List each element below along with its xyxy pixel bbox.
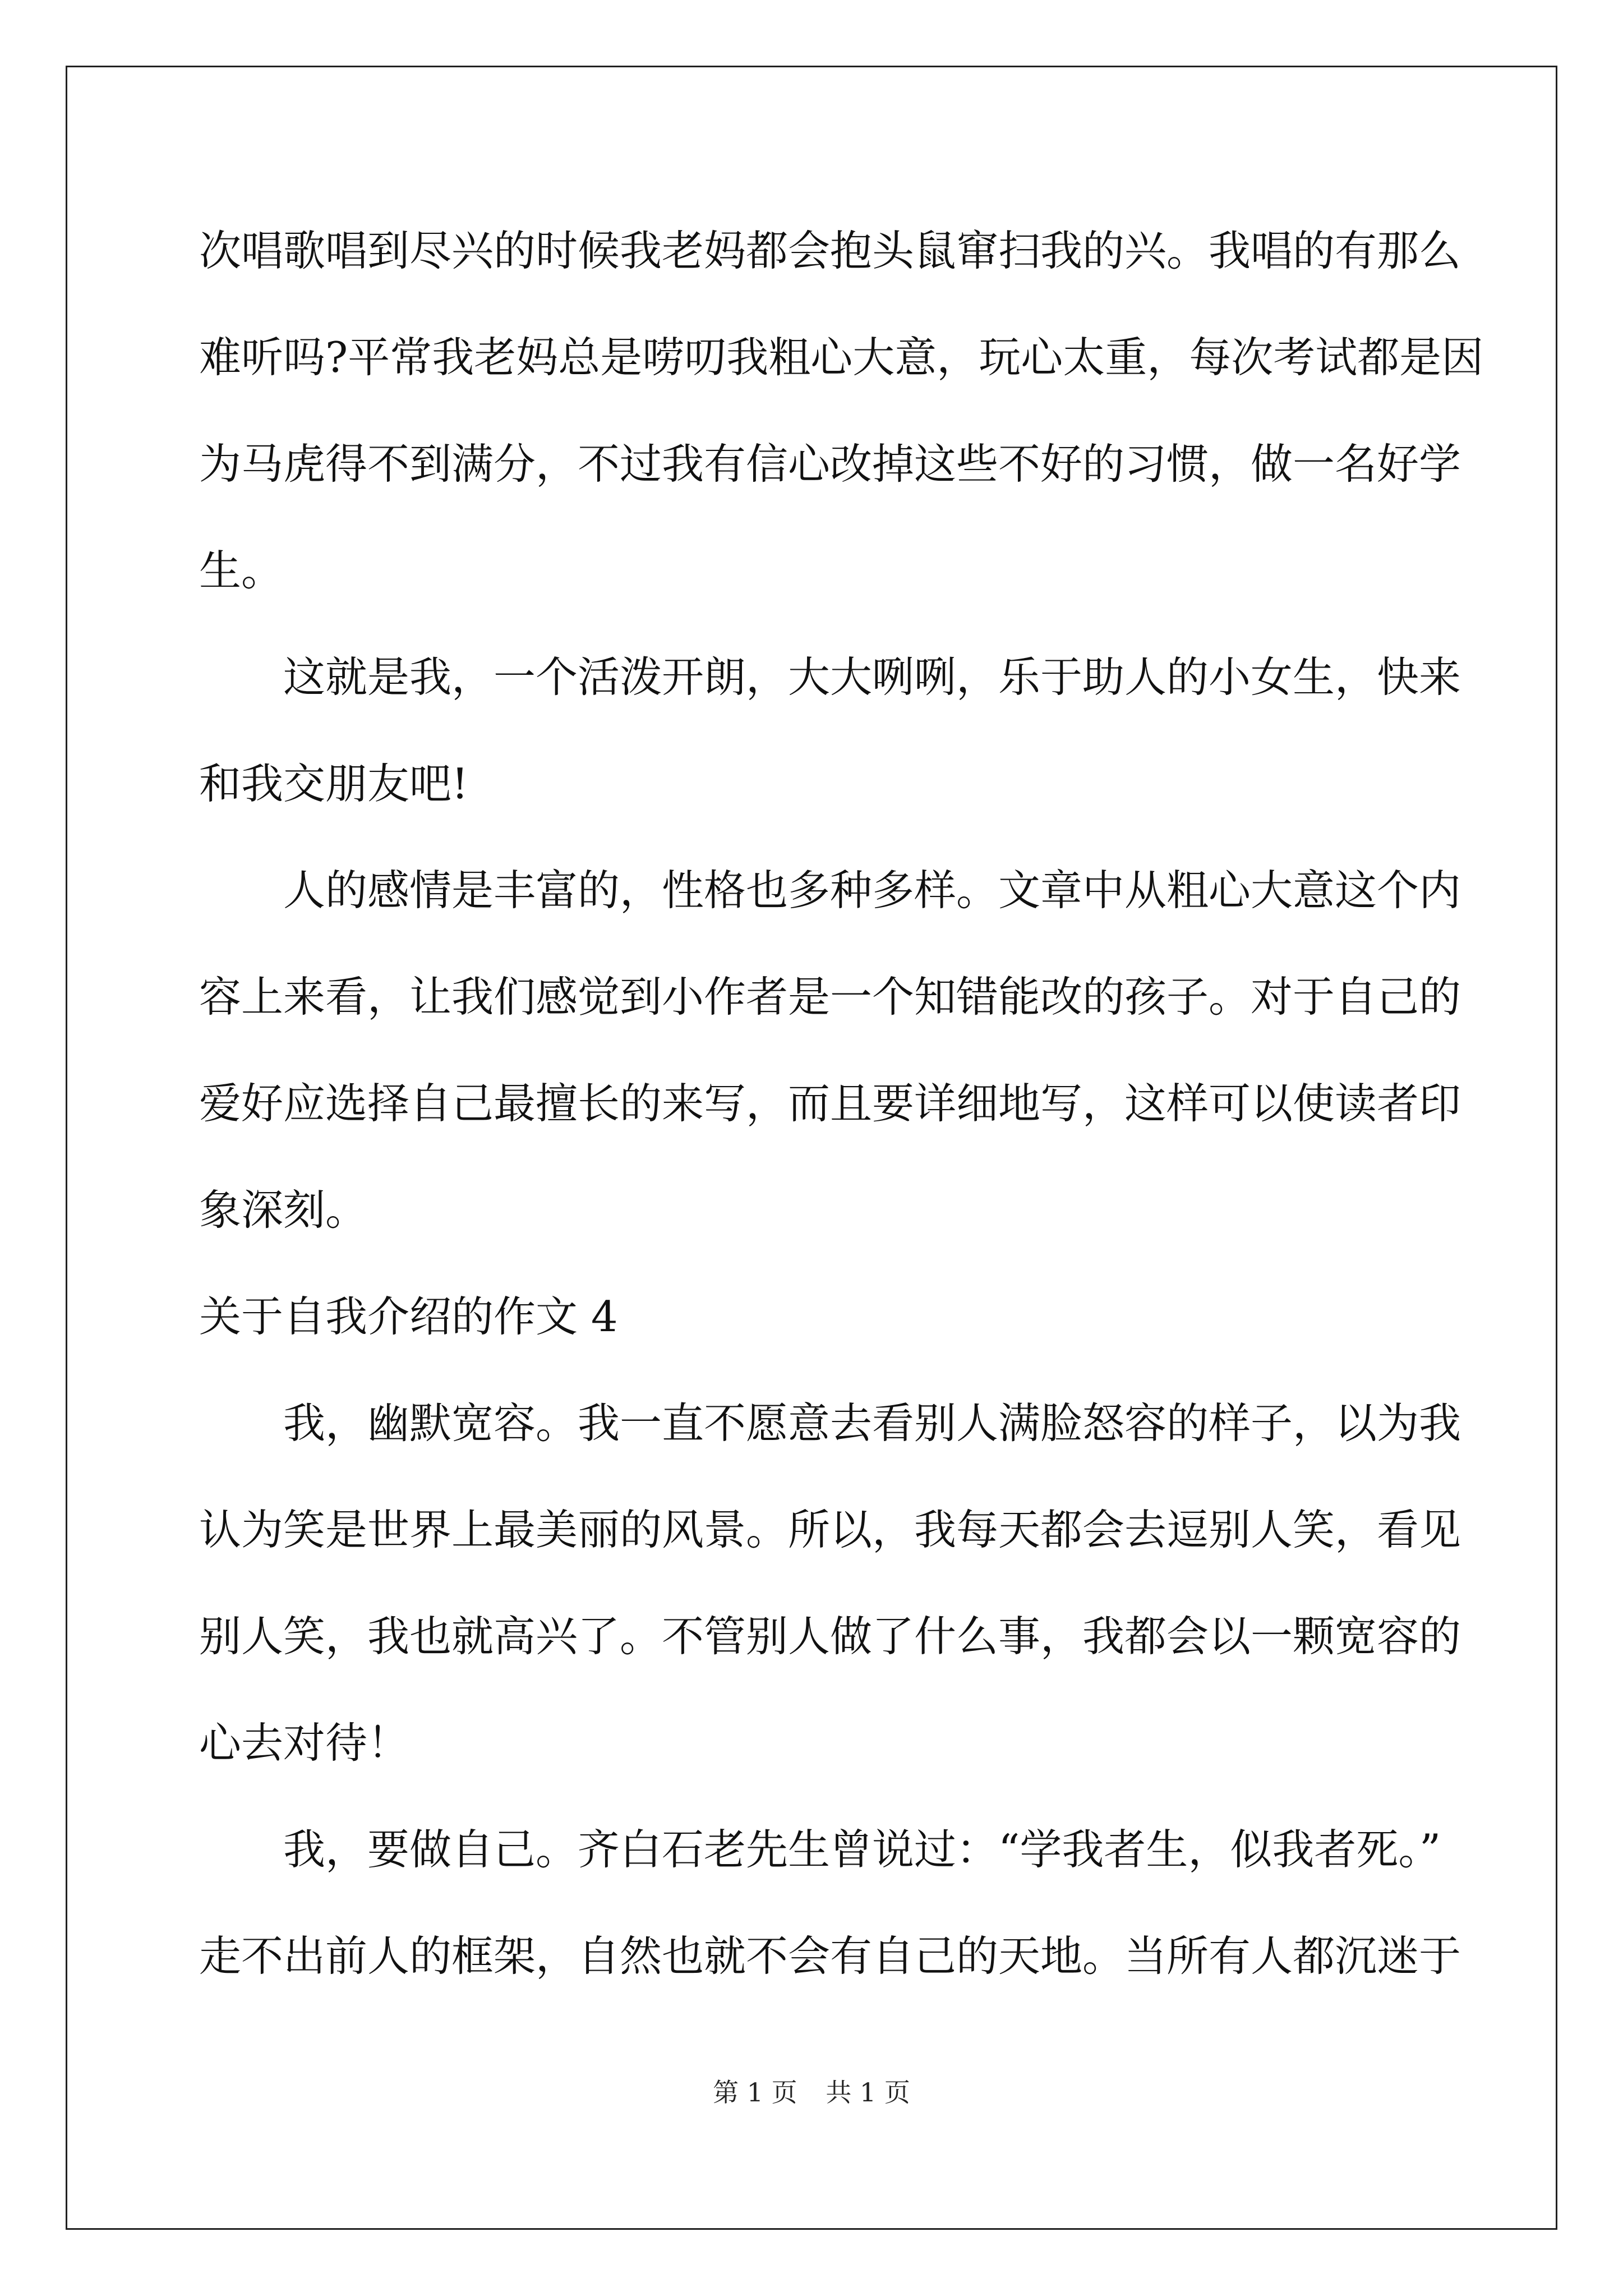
text-line-9: 爱好应选择自己最擅长的来写，而且要详细地写，这样可以使读者印 (199, 1079, 1461, 1128)
text-line-15: 心去对待！ (199, 1718, 410, 1768)
text-line-1: 次唱歌唱到尽兴的时候我老妈都会抱头鼠窜扫我的兴。我唱的有那么 (199, 226, 1461, 275)
page-footer (0, 2076, 1623, 2109)
text-line-14: 别人笑，我也就高兴了。不管别人做了什么事，我都会以一颗宽容的 (199, 1612, 1461, 1661)
section-heading: 关于自我介绍的作文 4 (199, 1292, 618, 1341)
text-line-8: 容上来看，让我们感觉到小作者是一个知错能改的孩子。对于自己的 (199, 972, 1461, 1022)
document-body (199, 197, 1484, 2009)
text-line-3: 为马虎得不到满分，不过我有信心改掉这些不好的习惯，做一名好学 (199, 439, 1461, 489)
text-line-16: 我，要做自己。齐白石老先生曾说过：“学我者生，似我者死。” (283, 1825, 1441, 1874)
text-line-12: 我，幽默宽容。我一直不愿意去看别人满脸怒容的样子，以为我 (283, 1398, 1461, 1448)
page-number-current: 第 1 页 (713, 2077, 797, 2108)
text-line-4: 生。 (199, 546, 284, 595)
text-line-7: 人的感情是丰富的，性格也多种多样。文章中从粗心大意这个内 (283, 866, 1461, 915)
text-line-17: 走不出前人的框架，自然也就不会有自己的天地。当所有人都沉迷于 (199, 1931, 1461, 1981)
text-line-13: 认为笑是世界上最美丽的风景。所以，我每天都会去逗别人笑，看见 (199, 1505, 1461, 1554)
text-line-2: 难听吗?平常我老妈总是唠叨我粗心大意，玩心太重，每次考试都是因 (199, 333, 1484, 382)
text-line-6: 和我交朋友吧! (199, 759, 469, 808)
text-line-5: 这就是我，一个活泼开朗，大大咧咧，乐于助人的小女生，快来 (283, 652, 1461, 702)
page-number-total: 共 1 页 (826, 2077, 910, 2108)
text-line-10: 象深刻。 (199, 1185, 368, 1235)
